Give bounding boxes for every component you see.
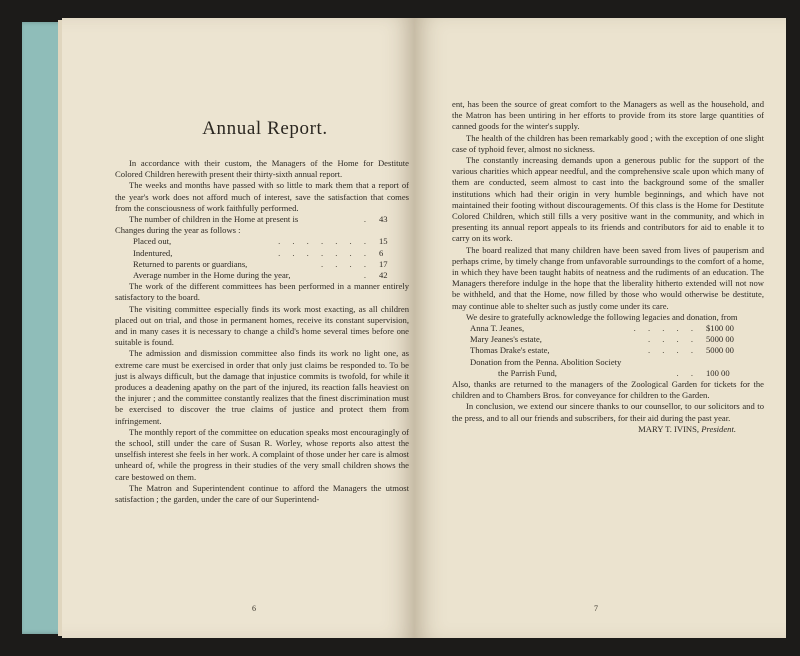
- stat-value: 17: [379, 258, 388, 269]
- stat-label: Average number in the Home during the year,: [133, 270, 291, 281]
- leader-dots: . . . .: [320, 258, 371, 269]
- signature: [452, 424, 764, 435]
- legacy-label: Anna T. Jeanes,: [470, 323, 525, 334]
- stat-row: [115, 270, 409, 281]
- stat-row: [115, 236, 409, 247]
- paragraph: The admission and dismission committee also finds its work no light one, as extreme care must be exercised in order that only just claims be responded to. To be just is always difficult, but the damage that injustice commits is twofold, for while it produces a deadening apathy on the part of the injured, its reaction falls heaviest on the injurer ; and the committee constantly realizes that the finest discrimination must be exercised to discover the true claims of justice and protect them from infringement.: [115, 348, 409, 426]
- leader-dots: . .: [676, 367, 698, 378]
- legacy-label: Thomas Drake's estate,: [470, 345, 550, 356]
- paragraph: Also, thanks are returned to the managers of the Zoological Garden for tickets for the children and to Chambers Bros. for conveyance for children to the Garden.: [452, 379, 764, 401]
- legacy-label: the Parrish Fund,: [498, 367, 557, 378]
- stat-value: 15: [379, 236, 388, 247]
- paragraph: The monthly report of the committee on education speaks most encouragingly of the school, still under the care of Susan R. Worley, whose reports also attest the unselfish interest she feels in her work. A complaint of those under her care is almost unheard of, while the progress in their studies of the very small children shows the care bestowed on them.: [115, 426, 409, 482]
- legacy-row: [452, 334, 764, 345]
- legacy-row: [452, 323, 764, 334]
- legacy-value: 5000 00: [706, 345, 734, 356]
- leader-dots: .: [363, 270, 371, 281]
- stat-row: [115, 214, 409, 225]
- page-title: Annual Report.: [202, 118, 328, 139]
- paragraph: The Matron and Superintendent continue to afford the Managers the utmost satisfaction ; the garden, under the care of our Superintend-: [115, 482, 409, 505]
- donation-line: Donation from the Penna. Abolition Society: [470, 356, 622, 367]
- stat-row: [115, 259, 409, 270]
- page-number: 7: [594, 604, 598, 613]
- stat-value: 42: [379, 270, 388, 281]
- paragraph: The work of the different committees has been performed in a manner entirely satisfactory to the board.: [115, 281, 409, 303]
- changes-heading: Changes during the year as follows :: [115, 225, 241, 236]
- leader-dots: . . . .: [647, 334, 698, 345]
- paragraph: The board realized that many children have been saved from lives of pauperism and perhaps crime, by timely change from unfavorable surroundings to the comfort of a home, in which they have been taught habits of neatness and the rudiments of an education. The Managers therefore indulge in the hope that the liberality hitherto extended will not now be withheld, and that the Home, now filled by those who would otherwise be destitute, may continue able to shelter such as justly come under its care.: [452, 244, 764, 311]
- legacy-label: Mary Jeanes's estate,: [470, 334, 542, 345]
- paragraph: In conclusion, we extend our sincere thanks to our counsellor, to our solicitors and to the press, and to all our friends and subscribers, for their aid during the past year.: [452, 401, 764, 423]
- stat-value: 43: [379, 214, 388, 225]
- legacy-value: 100 00: [706, 367, 730, 378]
- left-page-text: [115, 158, 409, 505]
- stat-label: Indentured,: [133, 247, 173, 258]
- paragraph: The visiting committee especially finds its work most exacting, as all children placed out on trial, and those in permanent homes, receive its constant supervision, and in many cases it is necessary to change a child's home several times before one suitable is found.: [115, 303, 409, 348]
- paragraph: The weeks and months have passed with so little to mark them that a report of the year's work does not afford much of interest, save the satisfaction that comes from the consciousness of work faithfully performed.: [115, 180, 409, 213]
- stat-label: Placed out,: [133, 236, 172, 247]
- paragraph: The health of the children has been remarkably good ; with the exception of one slight case of typhoid fever, almost no sickness.: [452, 132, 764, 154]
- legacy-value: 5000 00: [706, 334, 734, 345]
- stat-label: Returned to parents or guardians,: [133, 258, 248, 269]
- leader-dots: . . . . .: [633, 323, 698, 334]
- legacy-value: $100 00: [706, 323, 734, 334]
- legacy-row: [452, 368, 764, 379]
- signature-title: President.: [701, 423, 736, 434]
- stat-value: 6: [379, 247, 384, 258]
- paragraph: In accordance with their custom, the Managers of the Home for Destitute Colored Children herewith present their thirty-sixth annual report.: [115, 158, 409, 180]
- stat-row: [115, 248, 409, 259]
- leader-dots: . . . . . . .: [278, 236, 371, 247]
- paragraph: ent, has been the source of great comfort to the Managers as well as the household, and the Matron has been untiring in her efforts to provide from its store large quantities of canned goods for the winter's supply.: [452, 99, 764, 132]
- leader-dots: .: [363, 214, 371, 225]
- signature-name: MARY T. IVINS,: [638, 423, 700, 434]
- page-number: 6: [252, 604, 256, 613]
- right-page-text: [452, 99, 764, 435]
- leader-dots: . . . . . . .: [278, 247, 371, 258]
- legacy-row: [452, 345, 764, 356]
- paragraph: We desire to gratefully acknowledge the following legacies and donation, from: [466, 311, 738, 322]
- paragraph: The constantly increasing demands upon a generous public for the support of the various charities which appear needful, and the comprehensive scale upon which many of them are conducted, seem almost to cast into the background some of the smaller institutions which had their origin in very humble beginnings, and which have not maintained their footing without discouragements. Of this class is the Home for Destitute Colored Children, which still fills a very positive want in the community, and which in presenting its annual report appeals to its friends and contributors for aid to enable it to carry on its work.: [452, 155, 764, 244]
- leader-dots: . . . .: [647, 345, 698, 356]
- stat-label: The number of children in the Home at present is: [129, 214, 299, 225]
